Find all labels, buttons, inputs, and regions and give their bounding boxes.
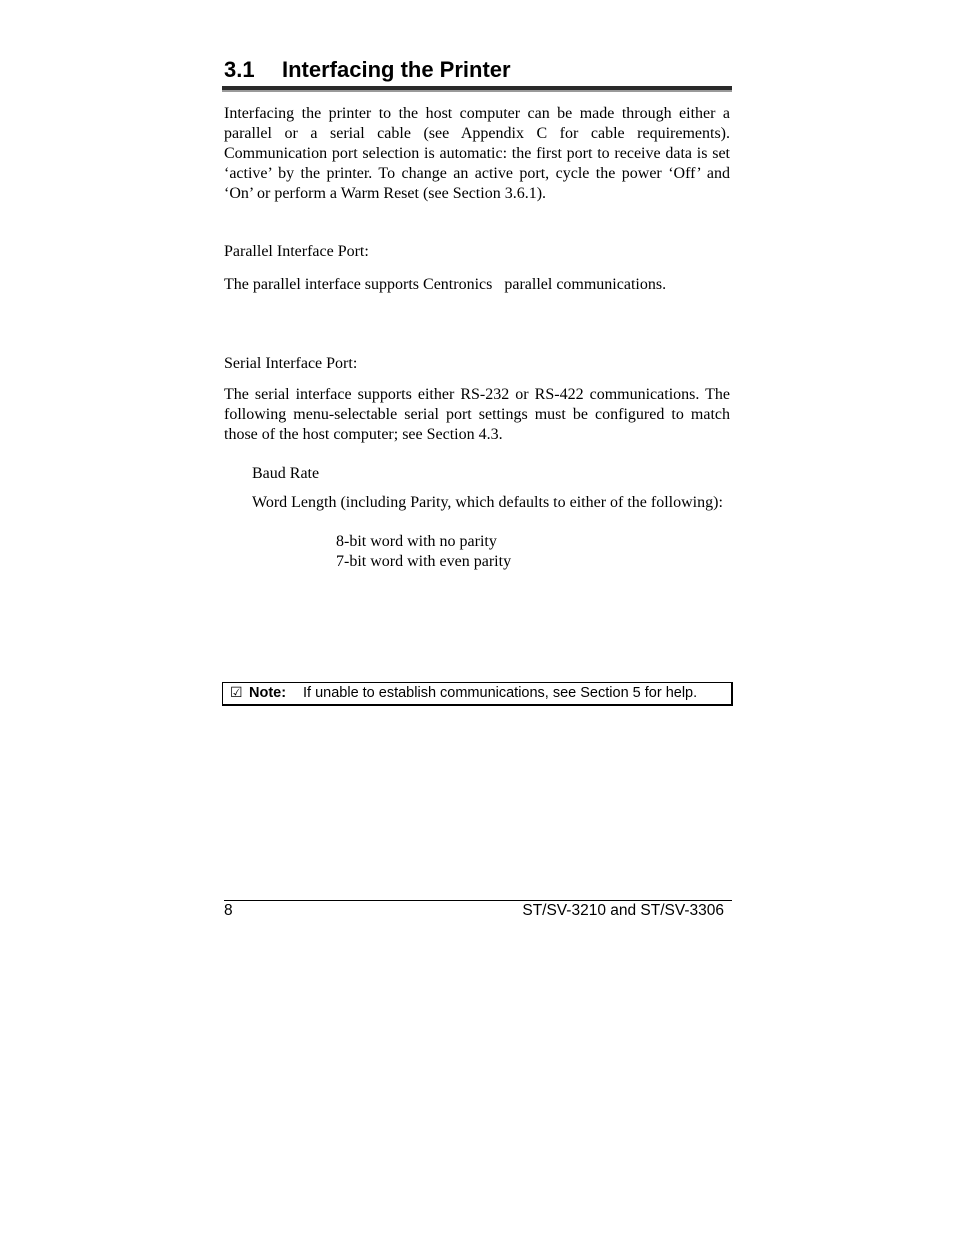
section-heading xyxy=(224,56,732,86)
setting-word-length: Word Length (including Parity, which defaults to either of the following): xyxy=(252,494,723,511)
word-length-option: 8-bit word with no parity xyxy=(336,533,497,550)
parallel-port-paragraph: The parallel interface supports Centronics parallel communications. xyxy=(224,276,667,293)
page-number: 8 xyxy=(224,902,233,919)
note-text: If unable to establish communications, see Section 5 for help. xyxy=(303,685,698,701)
setting-baud-rate: Baud Rate xyxy=(252,465,320,482)
serial-port-heading: Serial Interface Port: xyxy=(224,355,358,372)
note-label: Note: xyxy=(249,685,287,701)
word-length-option: 7-bit word with even parity xyxy=(336,553,512,570)
note-box xyxy=(222,682,733,706)
checkbox-checked-icon: ☑ xyxy=(230,685,243,701)
heading-rule xyxy=(222,86,732,92)
parallel-port-heading: Parallel Interface Port: xyxy=(224,243,369,260)
section-number: 3.1 xyxy=(224,57,255,82)
product-name: ST/SV-3210 and ST/SV-3306 xyxy=(522,902,724,919)
serial-port-paragraph: The serial interface supports either RS-232 or RS-422 communications. The following menu-selectable serial port settings must be configured to match those of the host computer; see Section 4.3. xyxy=(224,386,730,443)
section-title: Interfacing the Printer xyxy=(282,57,511,82)
intro-paragraph: Interfacing the printer to the host computer can be made through either a parallel or a serial cable (see Appendix C for cable requirements). Communication port selection is automatic: the first port to receive data is set ‘active’ by the printer. To change an active port, cycle the power ‘Off’ and ‘On’ or perform a Warm Reset (see Section 3.6.1). xyxy=(224,105,730,202)
